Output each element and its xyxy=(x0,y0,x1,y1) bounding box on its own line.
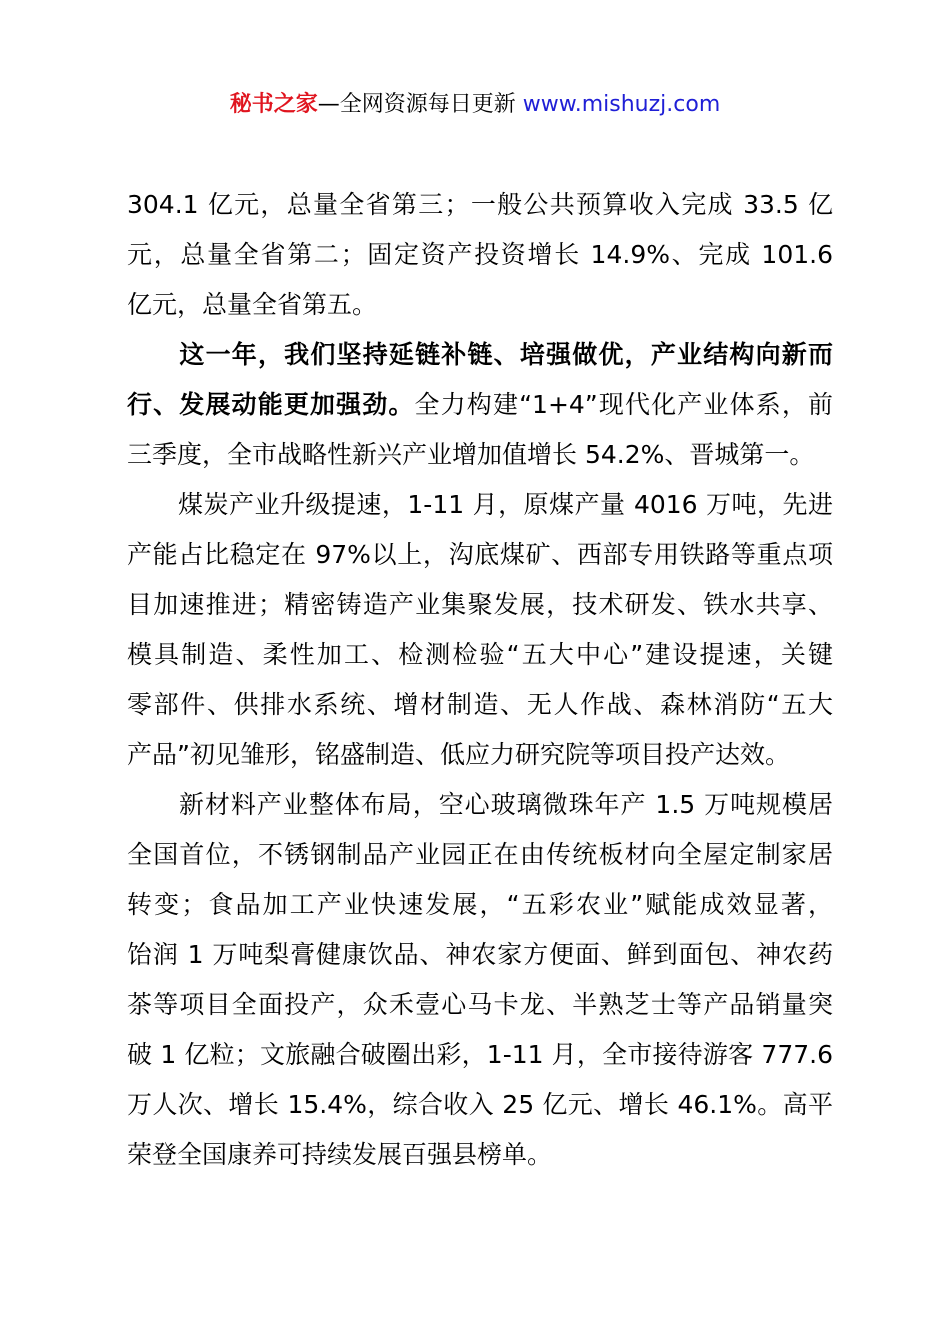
paragraph-economic-summary xyxy=(127,180,833,330)
paragraph-new-materials xyxy=(127,780,833,1180)
bold-heading-fragment: 行、发展动能更加强劲。 xyxy=(127,390,415,419)
text-line: 茶等项目全面投产，众禾壹心马卡龙、半熟芝士等产品销量突 xyxy=(127,990,833,1019)
brand-name: 秘书之家 xyxy=(229,92,318,117)
text-fragment: 全力构建“1+4”现代化产业体系，前 xyxy=(414,390,833,419)
text-line: 产能占比稳定在 97%以上，沟底煤矿、西部专用铁路等重点项 xyxy=(127,540,833,569)
text-line: 目加速推进；精密铸造产业集聚发展，技术研发、铁水共享、 xyxy=(127,590,833,619)
text-line: 零部件、供排水系统、增材制造、无人作战、森林消防“五大 xyxy=(127,690,833,719)
bold-heading-line: 这一年，我们坚持延链补链、培强做优，产业结构向新而 xyxy=(127,340,833,369)
text-line: 新材料产业整体布局，空心玻璃微珠年产 1.5 万吨规模居 xyxy=(127,790,833,819)
text-line: 饴润 1 万吨梨膏健康饮品、神农家方便面、鲜到面包、神农药 xyxy=(127,940,833,969)
text-line: 304.1 亿元，总量全省第三；一般公共预算收入完成 33.5 亿 xyxy=(127,190,833,219)
site-url-link[interactable]: www.mishuzj.com xyxy=(522,92,721,117)
text-line: 荣登全国康养可持续发展百强县榜单。 xyxy=(127,1140,553,1169)
text-line: 元，总量全省第二；固定资产投资增长 14.9%、完成 101.6 xyxy=(127,240,833,269)
paragraph-industry-structure xyxy=(127,330,833,480)
text-line: 亿元，总量全省第五。 xyxy=(127,290,378,319)
text-line: 转变；食品加工产业快速发展，“五彩农业”赋能成效显著， xyxy=(127,890,833,919)
text-line: 全国首位，不锈钢制品产业园正在由传统板材向全屋定制家居 xyxy=(127,840,833,869)
text-line: 煤炭产业升级提速，1-11 月，原煤产量 4016 万吨，先进 xyxy=(127,490,833,519)
text-line: 万人次、增长 15.4%，综合收入 25 亿元、增长 46.1%。高平 xyxy=(127,1090,833,1119)
text-line: 产品”初见雏形，铭盛制造、低应力研究院等项目投产达效。 xyxy=(127,740,790,769)
header-tagline: —全网资源每日更新 xyxy=(317,92,523,117)
text-line: 破 1 亿粒；文旅融合破圈出彩，1-11 月，全市接待游客 777.6 xyxy=(127,1040,833,1069)
site-header xyxy=(0,88,950,122)
text-line: 模具制造、柔性加工、检测检验“五大中心”建设提速，关键 xyxy=(127,640,833,669)
text-line xyxy=(127,380,833,430)
document-body xyxy=(127,180,833,1180)
paragraph-coal-industry xyxy=(127,480,833,780)
text-line: 三季度，全市战略性新兴产业增加值增长 54.2%、晋城第一。 xyxy=(127,440,815,469)
